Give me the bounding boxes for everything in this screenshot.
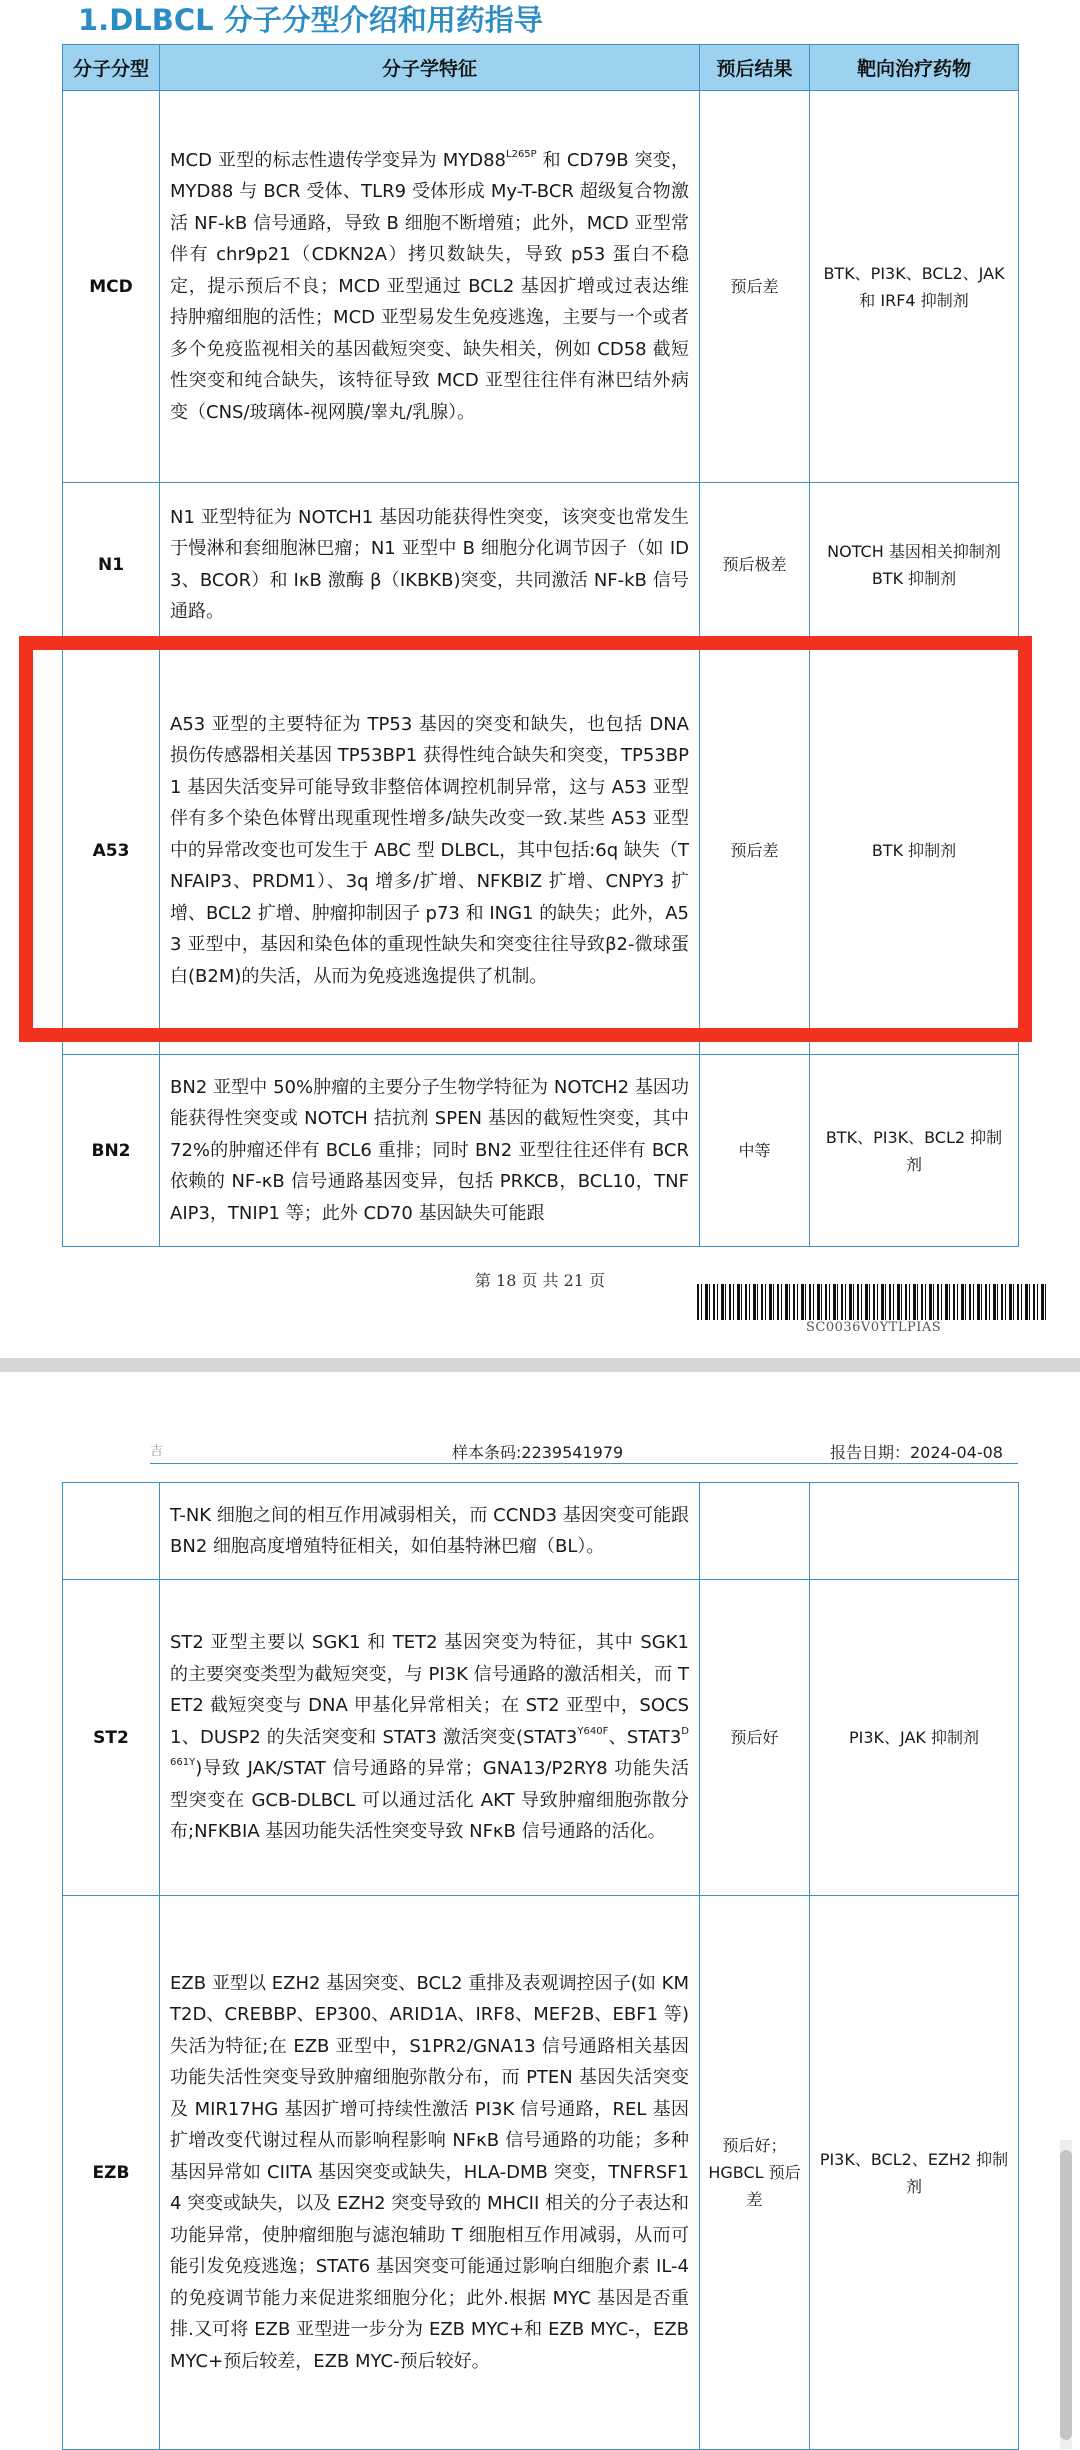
table-header-row [63, 45, 1019, 91]
subtype-cell: EZB [63, 1896, 160, 2450]
feature-cell: N1 亚型特征为 NOTCH1 基因功能获得性突变，该突变也常发生于慢淋和套细胞淋巴瘤；N1 亚型中 B 细胞分化调节因子（如 ID3、BCOR）和 IκB 激酶 β（IKBKB)突变，共同激活 NF-kB 信号通路。 [160, 483, 700, 647]
prognosis-cell: 预后极差 [700, 483, 810, 647]
prognosis-cell: 预后差 [700, 647, 810, 1055]
feature-text: 、STAT3 [608, 1726, 682, 1748]
header-prognosis: 预后结果 [700, 45, 810, 91]
barcode-text: SC0036V0YTLPIAS [806, 1320, 942, 1335]
feature-cell: EZB 亚型以 EZH2 基因突变、BCL2 重排及表观调控因子(如 KMT2D、CREBBP、EP300、ARID1A、IRF8、MEF2B、EBF1 等)失活为特征;在 EZB 亚型中，S1PR2/GNA13 信号通路相关基因功能失活性突变导致肿瘤细胞弥散分布，而 PTEN 基因失活突变及 MIR17HG 基因扩增可持续性激活 PI3K 信号通路，REL 基因扩增改变代谢过程从而影响程影响 NFκB 信号通路的功能；多种基因异常如 CIITA 基因突变或缺失，HLA-DMB 突变，TNFRSF14 突变或缺失，以及 EZH2 突变导致的 MHCII 相关的分子表达和功能异常，使肿瘤细胞与滤泡辅助 T 细胞相互作用减弱，从而可能引发免疫逃逸；STAT6 基因突变可能通过影响白细胞介素 IL-4 的免疫调节能力来促进浆细胞分化；此外.根据 MYC 基因是否重排.又可将 EZB 亚型进一步分为 EZB MYC+和 EZB MYC-，EZB MYC+预后较差，EZB MYC-预后较好。 [160, 1896, 700, 2450]
mutation-superscript: L265P [506, 148, 537, 160]
subtype-table [62, 44, 1019, 1247]
page-title: 1.DLBCL 分子分型介绍和用药指导 [78, 3, 543, 37]
drugs-cell: BTK 抑制剂 [810, 647, 1019, 1055]
scrollbar-thumb[interactable] [1060, 2150, 1072, 2440]
prognosis-cell: 预后好 [700, 1580, 810, 1896]
subtype-cell: BN2 [63, 1055, 160, 1247]
drugs-cell: PI3K、BCL2、EZH2 抑制剂 [810, 1896, 1019, 2450]
feature-cell: A53 亚型的主要特征为 TP53 基因的突变和缺失，也包括 DNA 损伤传感器相关基因 TP53BP1 获得性纯合缺失和突变，TP53BP1 基因失活变异可能导致非整倍体调控机制异常，这与 A53 亚型伴有多个染色体臂出现重现性增多/缺失改变一致.某些 A53 亚型中的异常改变也可发生于 ABC 型 DLBCL，其中包括:6q 缺失（TNFAIP3、PRDM1）、3q 增多/扩增、NFKBIZ 扩增、CNPY3 扩增、BCL2 扩增、肿瘤抑制因子 p73 和 ING1 的缺失；此外，A53 亚型中，基因和染色体的重现性缺失和突变往往导致β2-微球蛋白(B2M)的失活，从而为免疫逃逸提供了机制。 [160, 647, 700, 1055]
drugs-cell [810, 1483, 1019, 1580]
subtype-cell: A53 [63, 647, 160, 1055]
feature-text: )导致 JAK/STAT 信号通路的异常；GNA13/P2RY8 功能失活型突变在 GCB-DLBCL 可以通过活化 AKT 导致肿瘤细胞弥散分布;NFKBIA 基因功能失活性突变导致 NFκB 信号通路的活化。 [170, 1758, 689, 1843]
feature-text: MCD 亚型的标志性遗传学变异为 MYD88 [170, 149, 507, 171]
subtype-cell: MCD [63, 91, 160, 483]
header-divider [150, 1463, 1018, 1464]
table-row-bn2-continued [63, 1483, 1019, 1580]
header-subtype: 分子分型 [63, 45, 160, 91]
barcode-icon [697, 1284, 1047, 1320]
table-row-st2 [63, 1580, 1019, 1896]
subtype-cell: ST2 [63, 1580, 160, 1896]
header-feature: 分子学特征 [160, 45, 700, 91]
subtype-cell [63, 1483, 160, 1580]
table-row-bn2 [63, 1055, 1019, 1247]
page-number: 第 18 页 共 21 页 [474, 1271, 606, 1290]
table-row-ezb [63, 1896, 1019, 2450]
prognosis-cell: 中等 [700, 1055, 810, 1247]
feature-text: 和 CD79B 突变，MYD88 与 BCR 受体、TLR9 受体形成 My-T-BCR 超级复合物激活 NF-kB 信号通路，导致 B 细胞不断增殖；此外，MCD 亚型常伴有 chr9p21（CDKN2A）拷贝数缺失，导致 p53 蛋白不稳定，提示预后不良；MCD 亚型通过 BCL2 基因扩增或过表达维持肿瘤细胞的活性；MCD 亚型易发生免疫逃逸，主要与一个或者多个免疫监视相关的基因截短突变、缺失相关，例如 CD58 截短性突变和纯合缺失，该特征导致 MCD 亚型往往伴有淋巴结外病变（CNS/玻璃体-视网膜/睾丸/乳腺）。 [170, 149, 689, 423]
drugs-cell: NOTCH 基因相关抑制剂 BTK 抑制剂 [810, 483, 1019, 647]
header-logo-mark: 吉 [150, 1444, 164, 1459]
prognosis-cell: 预后差 [700, 91, 810, 483]
report-date: 报告日期：2024-04-08 [830, 1443, 1003, 1462]
table-row-n1 [63, 483, 1019, 647]
sample-code: 样本条码:2239541979 [452, 1443, 624, 1462]
feature-cell [160, 91, 700, 483]
feature-cell [160, 1580, 700, 1896]
feature-cell: BN2 亚型中 50%肿瘤的主要分子生物学特征为 NOTCH2 基因功能获得性突变或 NOTCH 拮抗剂 SPEN 基因的截短性突变，其中 72%的肿瘤还伴有 BCL6 重排；同时 BN2 亚型往往还伴有 BCR 依赖的 NF-κB 信号通路基因变异，包括 PRKCB，BCL10，TNFAIP3，TNIP1 等；此外 CD70 基因缺失可能跟 [160, 1055, 700, 1247]
drugs-cell: PI3K、JAK 抑制剂 [810, 1580, 1019, 1896]
prognosis-cell [700, 1483, 810, 1580]
header-drugs: 靶向治疗药物 [810, 45, 1019, 91]
prognosis-cell: 预后好；HGBCL 预后差 [700, 1896, 810, 2450]
feature-text: ST2 亚型主要以 SGK1 和 TET2 基因突变为特征，其中 SGK1 的主要突变类型为截短突变，与 PI3K 信号通路的激活相关，而 TET2 截短突变与 DNA 甲基化异常相关；在 ST2 亚型中，SOCS1、DUSP2 的失活突变和 STAT3 激活突变(STAT3 [170, 1632, 689, 1748]
subtype-cell: N1 [63, 483, 160, 647]
feature-cell: T-NK 细胞之间的相互作用减弱相关，而 CCND3 基因突变可能跟 BN2 细胞高度增殖特征相关，如伯基特淋巴瘤（BL）。 [160, 1483, 700, 1580]
table-row-mcd [63, 91, 1019, 483]
page-separator [0, 1358, 1080, 1372]
table-row-a53 [63, 647, 1019, 1055]
drugs-cell: BTK、PI3K、BCL2、JAK 和 IRF4 抑制剂 [810, 91, 1019, 483]
drugs-cell: BTK、PI3K、BCL2 抑制剂 [810, 1055, 1019, 1247]
mutation-superscript: Y640F [577, 1725, 609, 1737]
mutation-superscript: D661Y [170, 1725, 689, 1769]
subtype-table-continued [62, 1482, 1019, 2450]
